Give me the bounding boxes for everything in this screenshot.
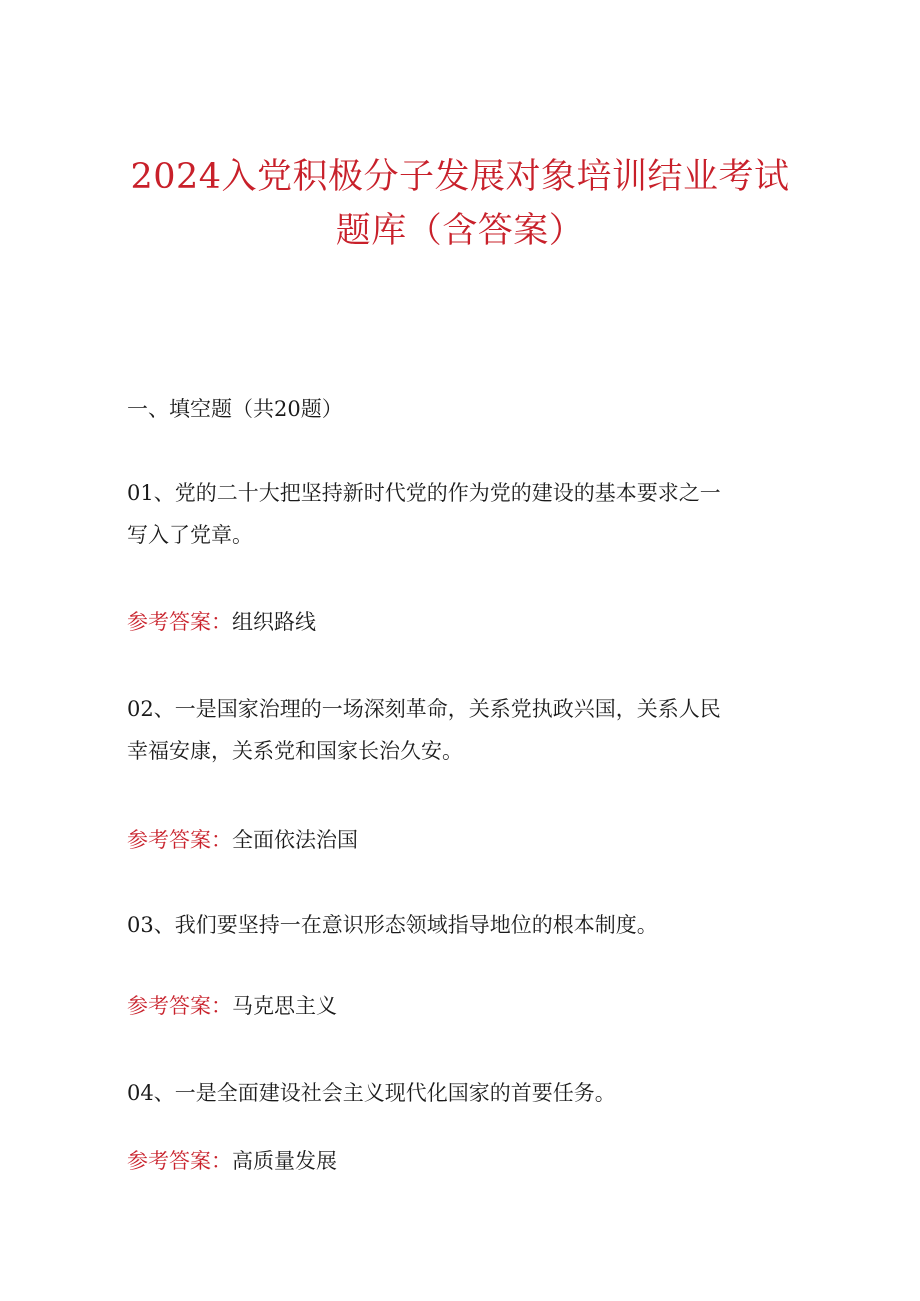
question-04 <box>127 1072 793 1114</box>
answer-value: 高质量发展 <box>232 1149 337 1173</box>
answer-03 <box>127 991 337 1021</box>
question-01 <box>127 472 793 556</box>
section-heading: 一、填空题（共20题） <box>127 397 343 421</box>
document-title <box>120 150 800 258</box>
answer-value: 全面依法治国 <box>232 828 358 852</box>
answer-label: 参考答案： <box>127 994 232 1018</box>
answer-01 <box>127 607 316 637</box>
answer-value: 马克思主义 <box>232 994 337 1018</box>
question-text-line: 写入了党章。 <box>127 523 253 547</box>
question-text-line: 04、一是全面建设社会主义现代化国家的首要任务。 <box>127 1081 616 1105</box>
question-text-line: 01、党的二十大把坚持新时代党的作为党的建设的基本要求之一 <box>127 481 721 505</box>
answer-02 <box>127 825 358 855</box>
title-line-2: 题库（含答案） <box>335 211 585 251</box>
answer-04 <box>127 1146 337 1176</box>
answer-label: 参考答案： <box>127 610 232 634</box>
answer-label: 参考答案： <box>127 828 232 852</box>
question-03 <box>127 904 793 946</box>
question-text-line: 03、我们要坚持一在意识形态领域指导地位的根本制度。 <box>127 913 658 937</box>
answer-value: 组织路线 <box>232 610 316 634</box>
question-text-line: 02、一是国家治理的一场深刻革命，关系党执政兴国，关系人民 <box>127 697 721 721</box>
answer-label: 参考答案： <box>127 1149 232 1173</box>
question-02 <box>127 688 793 772</box>
title-line-1: 2024入党积极分子发展对象培训结业考试 <box>130 157 790 197</box>
question-text-line: 幸福安康，关系党和国家长治久安。 <box>127 739 463 763</box>
